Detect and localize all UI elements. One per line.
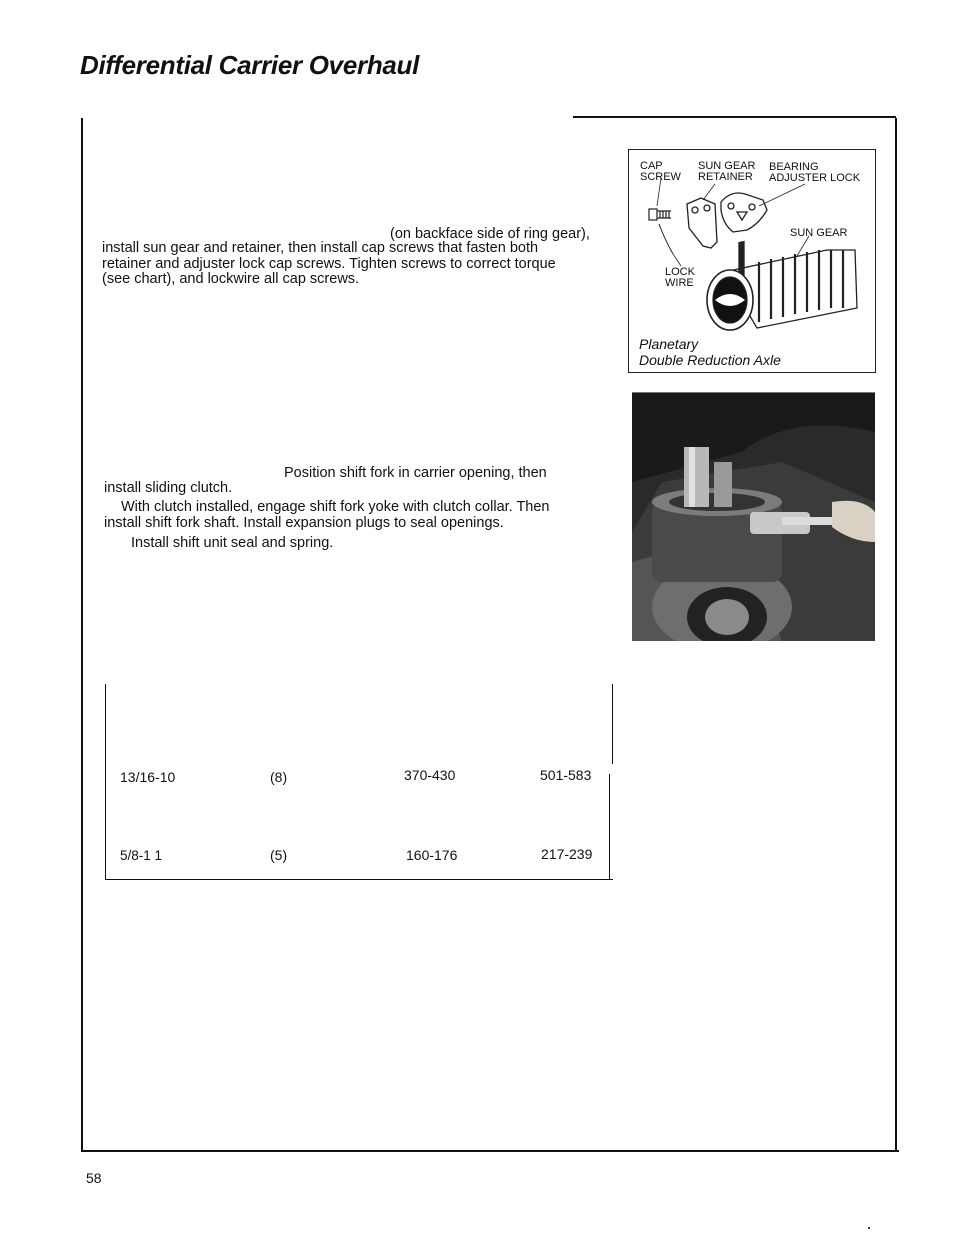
frame-left-rule [81, 118, 83, 1152]
row-1-nm: 501-583 [540, 767, 592, 783]
sun-gear-text-line-1: (on backface side of ring gear), [390, 226, 590, 242]
label-screw: SCREW [640, 171, 681, 183]
table-right-border-upper [612, 684, 613, 764]
sun-gear-text-line-2: install sun gear and retainer, then install cap screws that fasten both [102, 240, 539, 256]
shift-fork-text-line-2: install sliding clutch. [104, 480, 233, 496]
label-sun-gear-top: SUN GEAR [698, 160, 756, 172]
page-number: 58 [86, 1170, 102, 1186]
label-sun-gear: SUN GEAR [790, 227, 848, 239]
sun-gear-text-line-4: (see chart), and lockwire all cap screws. [102, 271, 360, 287]
row-1-grade: (8) [270, 769, 288, 785]
scan-speck [868, 1227, 870, 1229]
table-right-border-lower [609, 774, 610, 880]
table-left-border [105, 684, 106, 880]
row-1-lb-ft: 370-430 [404, 767, 456, 783]
shift-fork-text-line-4: install shift fork shaft. Install expansion plugs to seal openings. [104, 515, 504, 531]
table-bottom-border [105, 879, 613, 880]
diagram-caption-line-1: Planetary [639, 336, 699, 352]
lock-wire-icon [659, 224, 673, 254]
shift-fork-text-line-1: Position shift fork in carrier opening, then [284, 465, 547, 481]
label-retainer: RETAINER [698, 171, 753, 183]
shift-fork-text-line-5: Install shift unit seal and spring. [131, 535, 334, 551]
row-2-grade: (5) [270, 847, 288, 863]
leader-lines [657, 178, 809, 266]
row-2-lb-ft: 160-176 [406, 847, 458, 863]
planetary-sun-gear-diagram [628, 149, 876, 373]
sun-gear-text-line-3: retainer and adjuster lock cap screws. Tighten screws to correct torque [102, 256, 556, 272]
label-wire: WIRE [665, 277, 694, 289]
shift-fork-photo [632, 392, 875, 641]
label-cap: CAP [640, 160, 663, 172]
label-lock: LOCK [665, 266, 695, 278]
sun-gear-retainer-icon [687, 198, 717, 248]
page-title: Differential Carrier Overhaul [80, 50, 420, 80]
row-2-thread: 5/8-1 1 [120, 848, 163, 863]
label-bearing: BEARING [769, 161, 819, 173]
row-2-nm: 217-239 [541, 846, 593, 862]
frame-top-rule [573, 116, 896, 118]
bearing-adjuster-lock-icon [721, 193, 767, 232]
shift-fork-text-line-3: With clutch installed, engage shift fork yoke with clutch collar. Then [121, 499, 550, 515]
torque-table [105, 684, 613, 880]
cap-screw-icon [649, 209, 671, 220]
sun-gear-icon [707, 242, 857, 330]
row-1-thread: 13/16-10 [120, 769, 176, 785]
frame-right-rule [895, 118, 897, 1152]
label-adjuster-lock: ADJUSTER LOCK [769, 172, 861, 184]
frame-bottom-rule [81, 1150, 899, 1152]
diagram-caption-line-2: Double Reduction Axle [639, 352, 781, 368]
